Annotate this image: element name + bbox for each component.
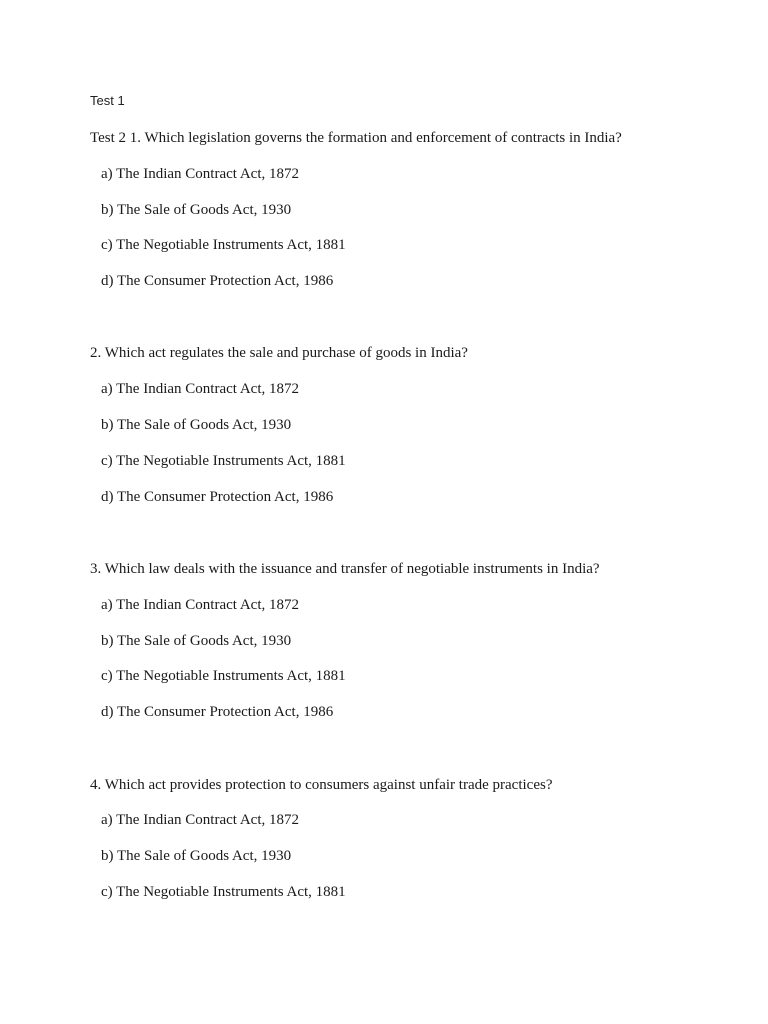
question-3-option-c: c) The Negotiable Instruments Act, 1881 <box>101 668 346 684</box>
question-2-option-c: c) The Negotiable Instruments Act, 1881 <box>101 453 346 469</box>
question-1-option-a: a) The Indian Contract Act, 1872 <box>101 166 300 182</box>
question-1-option-b: b) The Sale of Goods Act, 1930 <box>101 202 292 218</box>
question-3-option-b: b) The Sale of Goods Act, 1930 <box>101 633 292 649</box>
question-2-option-a: a) The Indian Contract Act, 1872 <box>101 381 300 397</box>
question-4-option-b: b) The Sale of Goods Act, 1930 <box>101 848 292 864</box>
question-4-option-c: c) The Negotiable Instruments Act, 1881 <box>101 884 346 900</box>
document-header: Test 1 <box>90 93 125 108</box>
question-1-option-c: c) The Negotiable Instruments Act, 1881 <box>101 237 346 253</box>
question-3-text: 3. Which law deals with the issuance and transfer of negotiable instruments in India? <box>90 561 600 577</box>
question-4-option-a: a) The Indian Contract Act, 1872 <box>101 812 300 828</box>
question-2-text: 2. Which act regulates the sale and purchase of goods in India? <box>90 345 468 361</box>
question-1-text: Test 2 1. Which legislation governs the formation and enforcement of contracts in India? <box>90 130 622 146</box>
question-3-option-d: d) The Consumer Protection Act, 1986 <box>101 704 334 720</box>
question-1-option-d: d) The Consumer Protection Act, 1986 <box>101 273 334 289</box>
question-3-option-a: a) The Indian Contract Act, 1872 <box>101 597 300 613</box>
question-2-option-b: b) The Sale of Goods Act, 1930 <box>101 417 292 433</box>
question-2-option-d: d) The Consumer Protection Act, 1986 <box>101 489 334 505</box>
question-4-text: 4. Which act provides protection to consumers against unfair trade practices? <box>90 777 553 793</box>
